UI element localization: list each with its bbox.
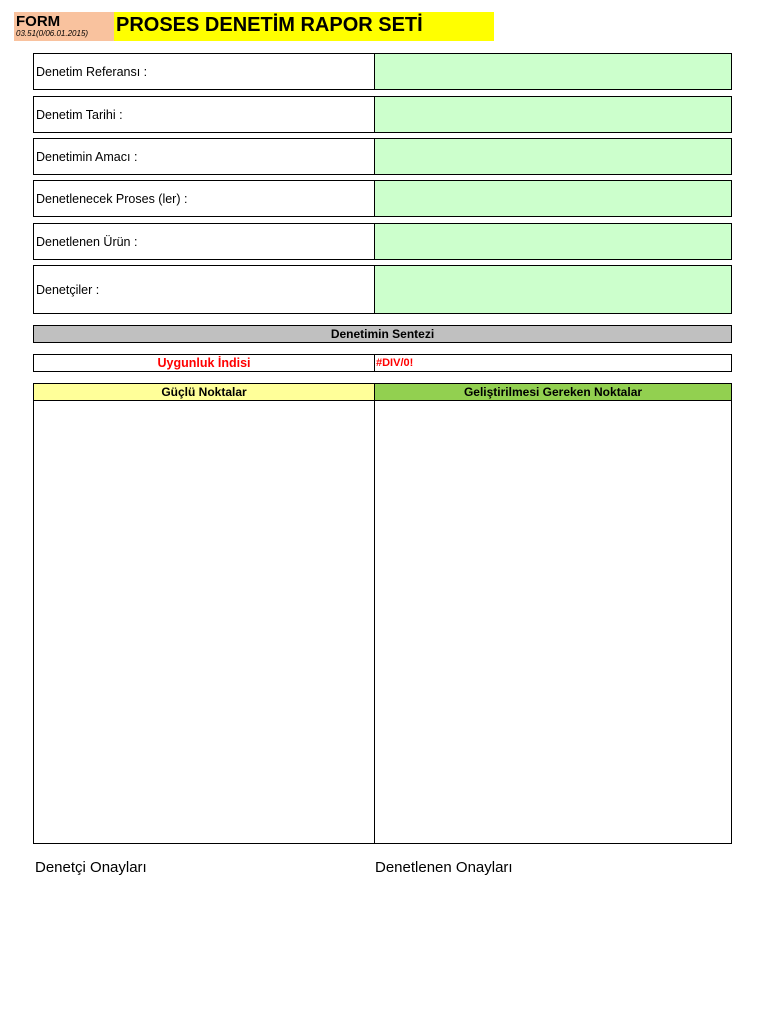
improvement-points-header: Geliştirilmesi Gereken Noktalar xyxy=(375,384,731,401)
conformity-label: Uygunluk İndisi xyxy=(34,355,375,371)
points-table xyxy=(33,383,732,844)
field-row-processes xyxy=(33,180,732,217)
field-row-audit-reference xyxy=(33,53,732,90)
synthesis-header: Denetimin Sentezi xyxy=(33,325,732,343)
strong-points-body[interactable] xyxy=(34,401,374,843)
field-value-audit-date[interactable] xyxy=(375,97,731,132)
auditor-approvals: Denetçi Onayları xyxy=(35,859,147,876)
form-label: FORM xyxy=(16,13,61,30)
field-label-product: Denetlenen Ürün : xyxy=(34,224,375,259)
field-row-audit-date xyxy=(33,96,732,133)
field-label-processes: Denetlenecek Proses (ler) : xyxy=(34,181,375,216)
field-label-audit-date: Denetim Tarihi : xyxy=(34,97,375,132)
field-value-audit-reference[interactable] xyxy=(375,54,731,89)
form-code-box xyxy=(14,12,114,41)
conformity-value: #DIV/0! xyxy=(376,357,414,369)
conformity-row xyxy=(33,354,732,372)
field-label-audit-purpose: Denetimin Amacı : xyxy=(34,139,375,174)
page-title: PROSES DENETİM RAPOR SETİ xyxy=(116,14,423,36)
field-label-auditors: Denetçiler : xyxy=(34,266,375,313)
field-value-auditors[interactable] xyxy=(375,266,731,313)
form-code: 03.51(0/06.01.2015) xyxy=(16,29,89,38)
auditee-approvals: Denetlenen Onayları xyxy=(375,859,513,876)
field-label-audit-reference: Denetim Referansı : xyxy=(34,54,375,89)
field-value-audit-purpose[interactable] xyxy=(375,139,731,174)
improvement-points-body[interactable] xyxy=(375,401,731,843)
field-row-audit-purpose xyxy=(33,138,732,175)
field-row-auditors xyxy=(33,265,732,314)
field-value-product[interactable] xyxy=(375,224,731,259)
title-box xyxy=(114,12,494,41)
improvement-points-column xyxy=(375,384,731,843)
strong-points-column xyxy=(34,384,375,843)
field-value-processes[interactable] xyxy=(375,181,731,216)
field-row-product xyxy=(33,223,732,260)
strong-points-header: Güçlü Noktalar xyxy=(34,384,374,401)
